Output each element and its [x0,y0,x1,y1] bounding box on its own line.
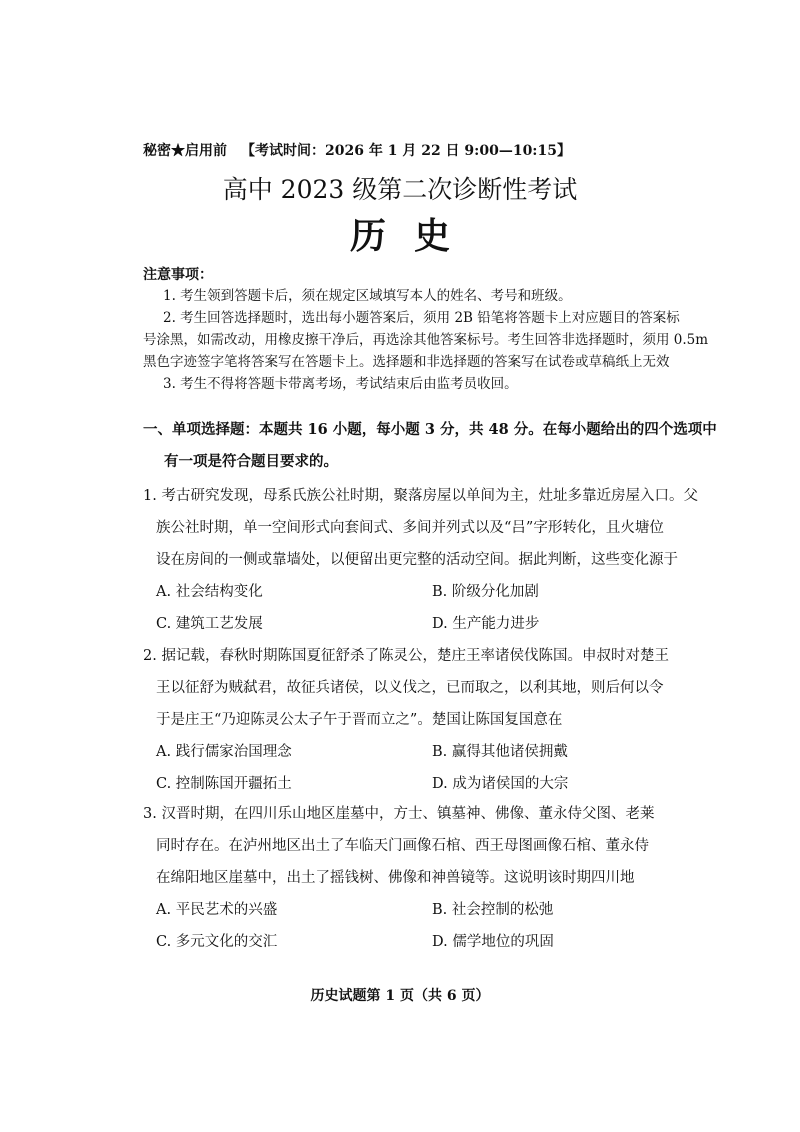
question-2-line-1: 2. 据记载，春秋时期陈国夏征舒杀了陈灵公，楚庄王率诸侯伐陈国。申叔时对楚王 [143,648,669,664]
question-3-line-1: 3. 汉晋时期，在四川乐山地区崖墓中，方士、镇墓神、佛像、董永侍父图、老莱 [143,806,655,822]
page-footer: 历史试题第 1 页（共 6 页） [310,988,490,1004]
question-2-option-a[interactable]: A. 践行儒家治国理念 [156,744,292,760]
section-heading-line-1: 一、单项选择题：本题共 16 小题，每小题 3 分，共 48 分。在每小题给出的四个选项中 [143,421,717,438]
notice-line-5: 3. 考生不得将答题卡带离考场，考试结束后由监考员收回。 [163,376,518,392]
question-1-option-d[interactable]: D. 生产能力进步 [432,616,540,632]
question-3-option-b[interactable]: B. 社会控制的松弛 [432,902,554,918]
question-2-line-2: 王以征舒为贼弑君，故征兵诸侯，以义伐之，已而取之，以利其地，则后何以令 [156,680,664,696]
question-2-option-b[interactable]: B. 赢得其他诸侯拥戴 [432,744,568,760]
question-1-option-a[interactable]: A. 社会结构变化 [156,584,263,600]
notice-line-1: 1. 考生领到答题卡后，须在规定区域填写本人的姓名、考号和班级。 [163,288,572,304]
question-3-option-d[interactable]: D. 儒学地位的巩固 [432,934,554,950]
question-1-line-1: 1. 考古研究发现，母系氏族公社时期，聚落房屋以单间为主，灶址多靠近房屋入口。父 [143,488,698,504]
question-1-option-c[interactable]: C. 建筑工艺发展 [156,616,263,632]
question-1-line-3: 设在房间的一侧或靠墙处，以便留出更完整的活动空间。据此判断，这些变化源于 [156,552,678,568]
question-1-line-2: 族公社时期，单一空间形式向套间式、多间并列式以及“吕”字形转化，且火塘位 [156,520,664,536]
question-3-line-3: 在绵阳地区崖墓中，出土了摇钱树、佛像和神兽镜等。这说明该时期四川地 [156,870,635,886]
notice-line-3: 号涂黑，如需改动，用橡皮擦干净后，再选涂其他答案标号。考生回答非选择题时，须用 0.5m [143,332,709,348]
header-line [143,140,571,160]
question-3-line-2: 同时存在。在泸州地区出土了车临天门画像石棺、西王母图画像石棺、董永侍 [156,838,649,854]
subject-title: 历史 [349,215,478,257]
confidential-label: 秘密★启用前 [143,143,227,159]
exam-time: 【考试时间：2026 年 1 月 22 日 9:00—10:15】 [241,143,571,159]
notice-line-2: 2. 考生回答选择题时，选出每小题答案后，须用 2B 铅笔将答题卡上对应题目的答案标 [163,310,680,326]
notice-heading: 注意事项： [143,267,213,283]
question-3-option-a[interactable]: A. 平民艺术的兴盛 [156,902,278,918]
notice-line-4: 黑色字迹签字笔将答案写在答题卡上。选择题和非选择题的答案写在试卷或草稿纸上无效 [143,354,670,370]
question-2-option-d[interactable]: D. 成为诸侯国的大宗 [432,776,569,792]
question-3-option-c[interactable]: C. 多元文化的交汇 [156,934,278,950]
question-2-option-c[interactable]: C. 控制陈国开疆拓土 [156,776,292,792]
section-heading-line-2: 有一项是符合题目要求的。 [164,453,338,470]
exam-title: 高中 2023 级第二次诊断性考试 [222,175,578,204]
question-2-line-3: 于是庄王“乃迎陈灵公太子午于晋而立之”。楚国让陈国复国意在 [156,712,563,728]
question-1-option-b[interactable]: B. 阶级分化加剧 [432,584,539,600]
